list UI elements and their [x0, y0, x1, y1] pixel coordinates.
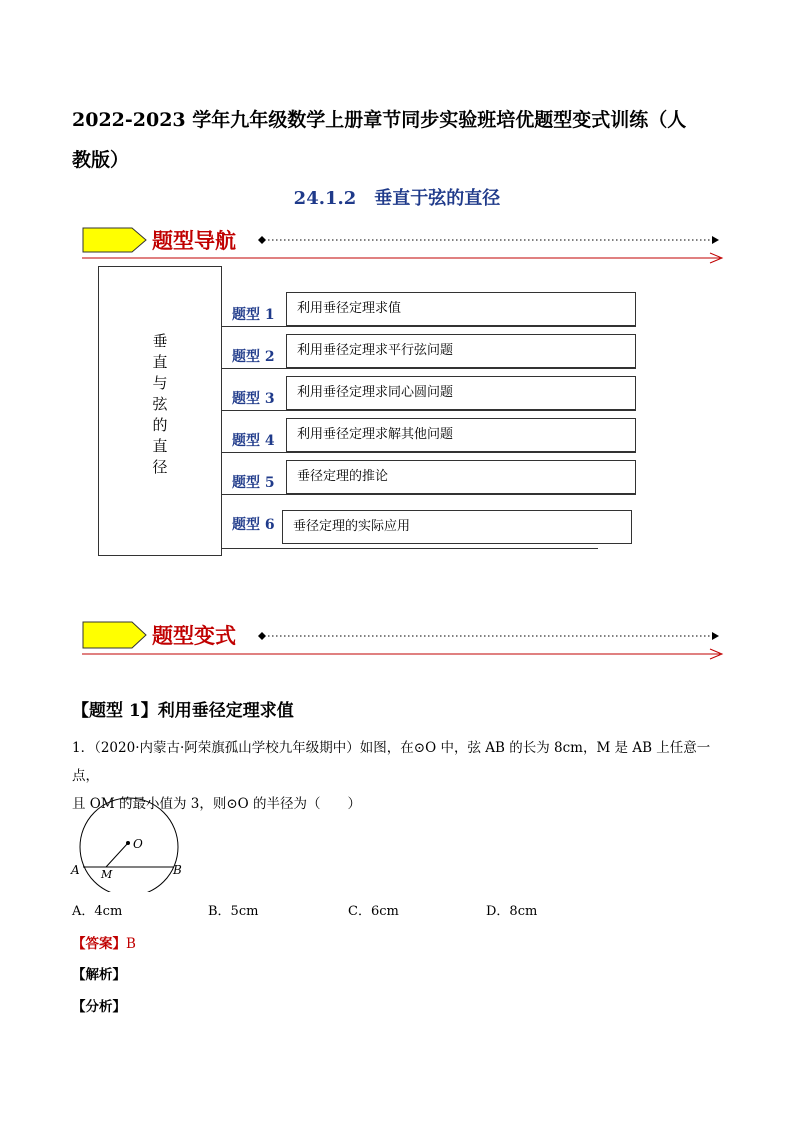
- label-o: O: [133, 837, 143, 851]
- nav-title-char: 弦: [152, 395, 168, 413]
- banner-variants-arrow-tag: [83, 622, 146, 648]
- answer-line: [72, 932, 136, 952]
- nav-rule-1: [222, 326, 636, 327]
- nav-title-char: 直: [152, 353, 168, 371]
- document-title: [72, 100, 732, 180]
- answer-label: 【答案】: [72, 936, 126, 952]
- nav-item-1[interactable]: 利用垂径定理求值: [286, 292, 636, 326]
- choice-d[interactable]: D．8cm: [486, 904, 538, 919]
- banner-nav-label: 题型导航: [152, 228, 236, 253]
- nav-title-char: 垂: [152, 332, 168, 350]
- nav-item-label-4: 题型 4: [232, 433, 275, 449]
- banner-variants: [82, 618, 726, 670]
- nav-item-2[interactable]: 利用垂径定理求平行弦问题: [286, 334, 636, 368]
- nav-title-char: 径: [152, 458, 168, 476]
- document-title-line2: 教版）: [72, 149, 130, 171]
- nav-title-char: 的: [152, 416, 168, 434]
- nav-rule-3: [222, 410, 636, 411]
- breakdown-label: 【分析】: [72, 999, 126, 1015]
- nav-item-4[interactable]: 利用垂径定理求解其他问题: [286, 418, 636, 452]
- nav-item-6[interactable]: 垂径定理的实际应用: [282, 510, 632, 544]
- segment-om: [106, 843, 128, 867]
- choice-c[interactable]: C．6cm: [348, 904, 399, 919]
- nav-item-label-6: 题型 6: [232, 517, 275, 533]
- nav-rule-5: [222, 494, 636, 495]
- nav-title-box: [98, 266, 222, 556]
- question-1-line2: 且 OM 的最小值为 3，则⊙O 的半径为（ ）: [72, 796, 362, 812]
- label-m: M: [101, 868, 113, 881]
- nav-item-label-3: 题型 3: [232, 391, 275, 407]
- banner-nav-arrow-tag: [83, 228, 146, 252]
- banner-variants-diamond-icon: [258, 632, 266, 640]
- nav-vertical-title: [99, 331, 221, 478]
- nav-item-3[interactable]: 利用垂径定理求同心圆问题: [286, 376, 636, 410]
- choice-b[interactable]: B．5cm: [208, 904, 259, 919]
- analysis-label: 【解析】: [72, 967, 126, 983]
- center-point: [126, 841, 130, 845]
- nav-item-label-1: 题型 1: [232, 307, 275, 323]
- label-a: A: [71, 863, 80, 877]
- nav-rule-6: [222, 548, 598, 549]
- circle-figure: [66, 796, 196, 892]
- banner-nav-arrowhead-icon: [712, 236, 719, 244]
- document-title-line1: 2022-2023 学年九年级数学上册章节同步实验班培优题型变式训练（人: [72, 109, 687, 131]
- banner-nav-diamond-icon: [258, 236, 266, 244]
- nav-item-label-5: 题型 5: [232, 475, 275, 491]
- section-title: 24.1.2 垂直于弦的直径: [293, 188, 501, 209]
- label-b: B: [173, 863, 182, 877]
- nav-title-char: 直: [152, 437, 168, 455]
- nav-rule-2: [222, 368, 636, 369]
- banner-variants-arrowhead-icon: [712, 632, 719, 640]
- choice-a[interactable]: A．4cm: [72, 904, 123, 919]
- question-section-heading: 【题型 1】利用垂径定理求值: [72, 701, 294, 721]
- circle-o: [80, 798, 178, 892]
- nav-item-label-2: 题型 2: [232, 349, 275, 365]
- nav-rule-4: [222, 452, 636, 453]
- answer-value: B: [126, 936, 136, 952]
- question-1-line1: 1．（2020·内蒙古·阿荣旗孤山学校九年级期中）如图，在⊙O 中，弦 AB 的长为 8cm，M 是 AB 上任意一点，: [72, 740, 711, 784]
- banner-variants-label: 题型变式: [152, 623, 236, 648]
- nav-item-5[interactable]: 垂径定理的推论: [286, 460, 636, 494]
- nav-title-char: 与: [152, 374, 168, 392]
